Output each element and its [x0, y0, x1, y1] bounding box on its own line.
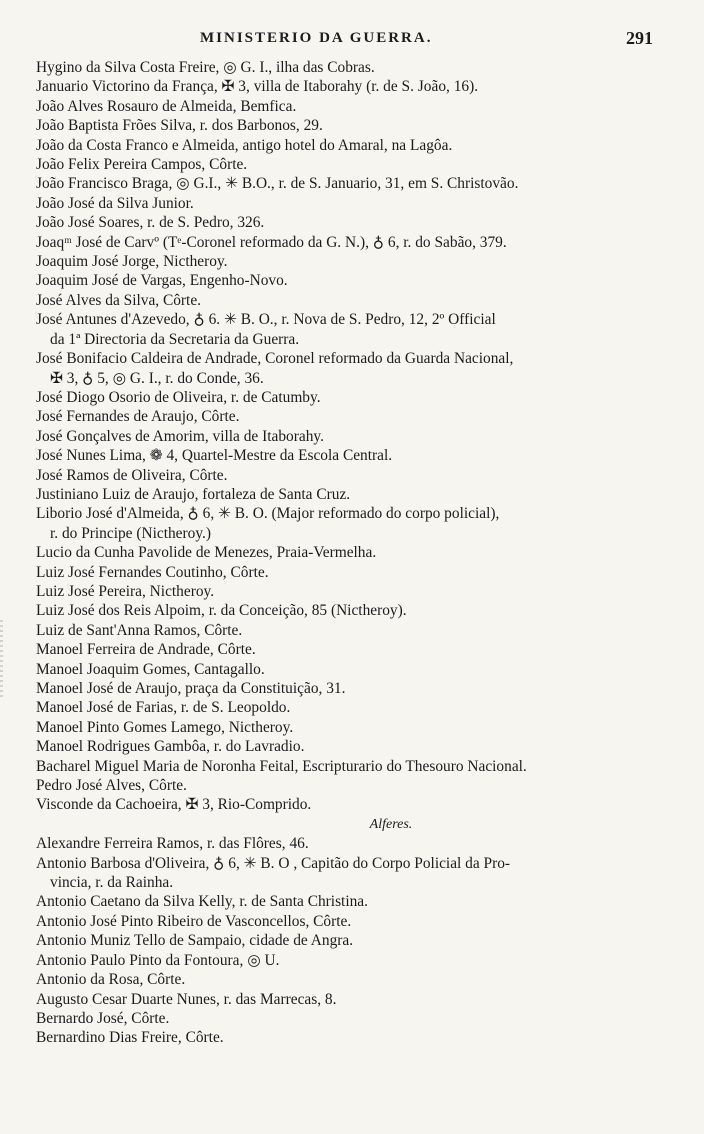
list-item: José Nunes Lima, ❁ 4, Quartel-Mestre da Escola Central. — [36, 447, 393, 465]
list-item: Manoel José de Araujo, praça da Constituição, 31. — [36, 680, 346, 697]
list-item: Manoel Pinto Gomes Lamego, Nictheroy. — [36, 718, 294, 736]
list-item-continuation: da 1ª Directoria da Secretaria da Guerra. — [50, 330, 300, 348]
list-item: José Diogo Osorio de Oliveira, r. de Catumby. — [36, 388, 321, 406]
list-item: João Baptista Frões Silva, r. dos Barbonos, 29. — [36, 117, 323, 135]
page-header — [0, 30, 704, 54]
list-item: João José da Silva Junior. — [36, 194, 194, 212]
list-item: Liborio José d'Almeida, ♁ 6, ✳ B. O. (Major reformado do corpo policial), — [36, 505, 500, 523]
list-item: Joaquim José Jorge, Nictheroy. — [36, 253, 228, 271]
list-item: José Alves da Silva, Côrte. — [36, 291, 202, 309]
list-item: Manoel José de Farias, r. de S. Leopoldo. — [36, 699, 291, 717]
list-item-continuation: vincia, r. da Rainha. — [50, 874, 174, 892]
list-item: João Alves Rosauro de Almeida, Bemfica. — [36, 97, 297, 115]
list-item: João Felix Pereira Campos, Côrte. — [36, 156, 248, 174]
list-item: Bernardo José, Côrte. — [36, 1009, 170, 1027]
list-item: José Ramos de Oliveira, Côrte. — [36, 466, 228, 484]
list-item: Bacharel Miguel Maria de Noronha Feital, Escripturario do Thesouro Nacional. — [36, 757, 527, 775]
list-item: Antonio Caetano da Silva Kelly, r. de Santa Christina. — [36, 893, 368, 911]
list-item: José Fernandes de Araujo, Côrte. — [36, 408, 240, 426]
list-item: Luiz José Fernandes Coutinho, Côrte. — [36, 563, 269, 581]
list-item-continuation: r. do Principe (Nictheroy.) — [50, 524, 211, 542]
list-item: Manoel Ferreira de Andrade, Côrte. — [36, 641, 256, 659]
list-item: Manoel Joaquim Gomes, Cantagallo. — [36, 660, 265, 678]
list-item: Joaquim José de Vargas, Engenho-Novo. — [36, 272, 288, 290]
list-item: Hygino da Silva Costa Freire, ◎ G. I., ilha das Cobras. — [36, 59, 375, 76]
list-item: Justiniano Luiz de Araujo, fortaleza de Santa Cruz. — [36, 485, 351, 503]
list-item: Augusto Cesar Duarte Nunes, r. das Marrecas, 8. — [36, 990, 337, 1008]
list-item: Visconde da Cachoeira, ✠ 3, Rio-Comprido. — [36, 796, 312, 814]
page-number: 291 — [626, 28, 653, 48]
list-item: João Francisco Braga, ◎ G.I., ✳ B.O., r. de S. Januario, 31, em S. Christovão. — [36, 175, 519, 193]
binding-edge — [0, 620, 3, 700]
list-item: Pedro José Alves, Côrte. — [36, 777, 187, 795]
list-item: Luiz José dos Reis Alpoim, r. da Conceição, 85 (Nictheroy). — [36, 602, 407, 620]
list-item: Antonio José Pinto Ribeiro de Vasconcellos, Côrte. — [36, 912, 352, 930]
list-item: Bernardino Dias Freire, Côrte. — [36, 1029, 224, 1047]
list-item: José Antunes d'Azevedo, ♁ 6. ✳ B. O., r. Nova de S. Pedro, 12, 2º Official — [36, 311, 496, 329]
list-item: Antonio Paulo Pinto da Fontoura, ◎ U. — [36, 951, 280, 969]
list-item: Alexandre Ferreira Ramos, r. das Flôres, 46. — [36, 835, 309, 853]
list-item: João da Costa Franco e Almeida, antigo hotel do Amaral, na Lagôa. — [36, 136, 453, 154]
list-item: Manoel Rodrigues Gambôa, r. do Lavradio. — [36, 738, 305, 756]
page-title: MINISTERIO DA GUERRA. — [200, 30, 433, 46]
list-item: Luiz José Pereira, Nictheroy. — [36, 582, 215, 600]
list-item: Luiz de Sant'Anna Ramos, Côrte. — [36, 621, 243, 639]
list-item: Antonio da Rosa, Côrte. — [36, 971, 186, 989]
section-title-alferes: Alferes. — [369, 816, 413, 832]
name-list — [36, 58, 686, 1048]
list-item: João José Soares, r. de S. Pedro, 326. — [36, 214, 265, 232]
list-item: José Bonifacio Caldeira de Andrade, Coronel reformado da Guarda Nacional, — [36, 350, 514, 368]
list-item: Antonio Muniz Tello de Sampaio, cidade de Angra. — [36, 932, 354, 950]
list-item-continuation: ✠ 3, ♁ 5, ◎ G. I., r. do Conde, 36. — [50, 369, 264, 387]
list-item: Lucio da Cunha Pavolide de Menezes, Praia-Vermelha. — [36, 544, 377, 562]
list-item: Antonio Barbosa d'Oliveira, ♁ 6, ✳ B. O , Capitão do Corpo Policial da Pro- — [36, 854, 511, 872]
list-item: Joaqᵐ José de Carvº (Tᵉ-Coronel reformado da G. N.), ♁ 6, r. do Sabão, 379. — [36, 233, 507, 251]
list-item: Januario Victorino da França, ✠ 3, villa de Itaborahy (r. de S. João, 16). — [36, 78, 479, 96]
list-item: José Gonçalves de Amorim, villa de Itaborahy. — [36, 427, 324, 445]
